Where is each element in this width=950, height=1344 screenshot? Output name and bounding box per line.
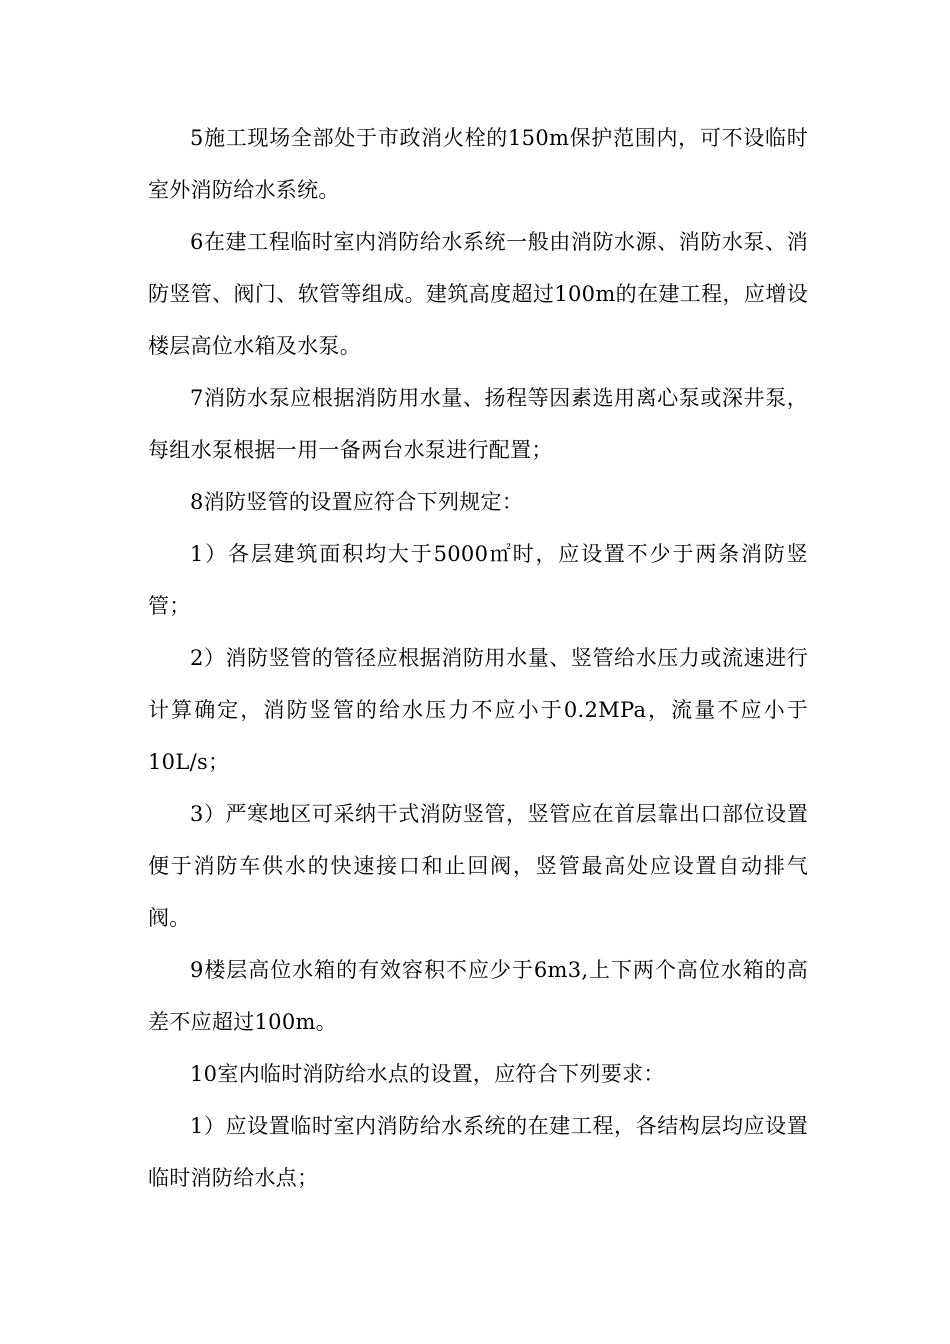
document-body: [148, 112, 808, 1204]
paragraph-subitem-8-1: 1）各层建筑面积均大于5000㎡时，应设置不少于两条消防竖管；: [148, 542, 808, 618]
paragraph-item-7: 7消防水泵应根据消防用水量、扬程等因素选用离心泵或深井泵，每组水泵根据一用一备两台水泵进行配置；: [148, 386, 808, 462]
paragraph-subitem-8-2: 2）消防竖管的管径应根据消防用水量、竖管给水压力或流速进行计算确定，消防竖管的给水压力不应小于0.2MPa，流量不应小于10L/s；: [148, 646, 808, 774]
paragraph-item-9: 9楼层高位水箱的有效容积不应少于6m3,上下两个高位水箱的高差不应超过100m。: [148, 958, 808, 1034]
paragraph-subitem-8-3: 3）严寒地区可采纳干式消防竖管，竖管应在首层靠出口部位设置便于消防车供水的快速接口和止回阀，竖管最高处应设置自动排气阀。: [148, 802, 808, 930]
paragraph-subitem-10-1: 1）应设置临时室内消防给水系统的在建工程，各结构层均应设置临时消防给水点；: [148, 1114, 808, 1190]
paragraph-item-5: 5施工现场全部处于市政消火栓的150m保护范围内，可不设临时室外消防给水系统。: [148, 126, 808, 202]
paragraph-item-8: 8消防竖管的设置应符合下列规定：: [190, 490, 524, 514]
paragraph-item-6: 6在建工程临时室内消防给水系统一般由消防水源、消防水泵、消防竖管、阀门、软管等组成。建筑高度超过100m的在建工程，应增设楼层高位水箱及水泵。: [148, 230, 808, 358]
paragraph-item-10: 10室内临时消防给水点的设置，应符合下列要求：: [190, 1062, 665, 1086]
